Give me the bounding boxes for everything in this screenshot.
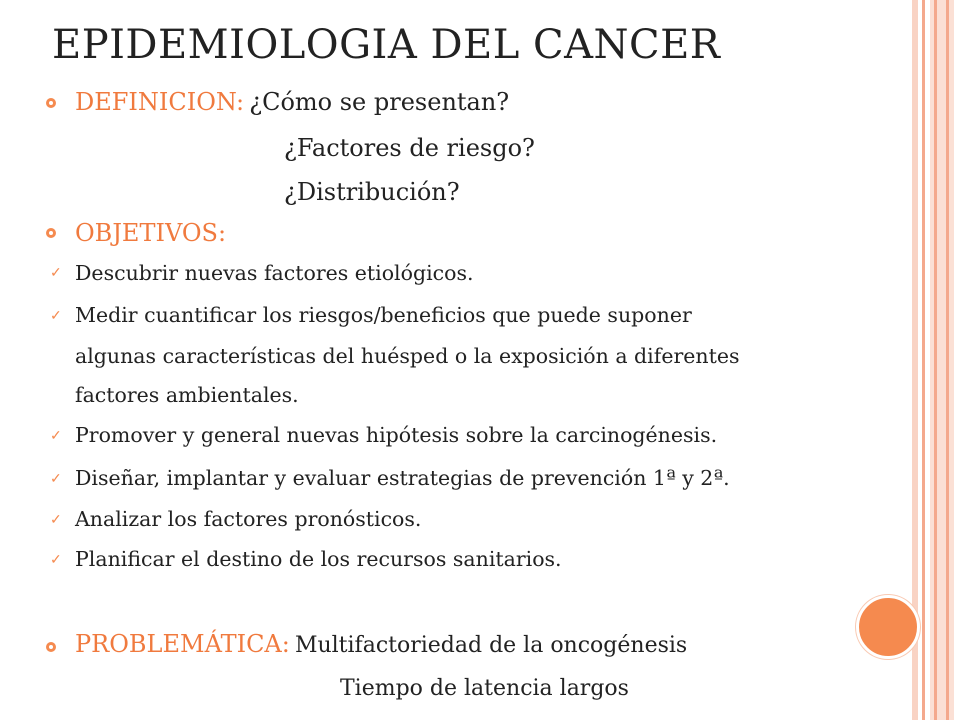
definicion-question-1: ¿Cómo se presentan? bbox=[249, 88, 510, 116]
objetivo-item: Promover y general nuevas hipótesis sobre la carcinogénesis. bbox=[75, 423, 718, 447]
decorative-orange-circle bbox=[856, 595, 920, 659]
objetivo-item: Diseñar, implantar y evaluar estrategias de prevención 1ª y 2ª. bbox=[75, 466, 730, 490]
circle-bullet-icon bbox=[46, 98, 56, 108]
checkmark-icon: ✓ bbox=[50, 471, 62, 487]
objetivo-item: Planificar el destino de los recursos sanitarios. bbox=[75, 547, 562, 571]
problematica-value-1: Multifactoriedad de la oncogénesis bbox=[294, 633, 688, 658]
problematica-label: PROBLEMÁTICA: bbox=[75, 630, 290, 658]
stripe bbox=[922, 0, 925, 720]
objetivo-item: Analizar los factores pronósticos. bbox=[75, 507, 422, 531]
objetivos-label: OBJETIVOS: bbox=[75, 219, 227, 247]
problematica-value-2: Tiempo de latencia largos bbox=[340, 676, 629, 701]
decorative-side-stripes bbox=[912, 0, 960, 720]
circle-bullet-icon bbox=[46, 228, 56, 238]
checkmark-icon: ✓ bbox=[50, 308, 62, 324]
objetivo-item-continuation: factores ambientales. bbox=[75, 383, 299, 407]
checkmark-icon: ✓ bbox=[50, 512, 62, 528]
checkmark-icon: ✓ bbox=[50, 428, 62, 444]
objetivo-item: Medir cuantificar los riesgos/beneficios que puede suponer bbox=[75, 303, 692, 327]
definicion-question-2: ¿Factores de riesgo? bbox=[284, 134, 535, 162]
stripe bbox=[946, 0, 949, 720]
slide-title: EPIDEMIOLOGIA DEL CANCER bbox=[52, 22, 721, 68]
stripe bbox=[934, 0, 937, 720]
objetivo-item-continuation: algunas características del huésped o la exposición a diferentes bbox=[75, 344, 740, 368]
definicion-label: DEFINICION: bbox=[75, 88, 245, 116]
objetivo-item: Descubrir nuevas factores etiológicos. bbox=[75, 261, 474, 285]
problematica-row bbox=[75, 630, 687, 658]
checkmark-icon: ✓ bbox=[50, 265, 62, 281]
definicion-row bbox=[75, 88, 509, 116]
circle-bullet-icon bbox=[46, 642, 56, 652]
definicion-question-3: ¿Distribución? bbox=[284, 178, 460, 206]
checkmark-icon: ✓ bbox=[50, 552, 62, 568]
